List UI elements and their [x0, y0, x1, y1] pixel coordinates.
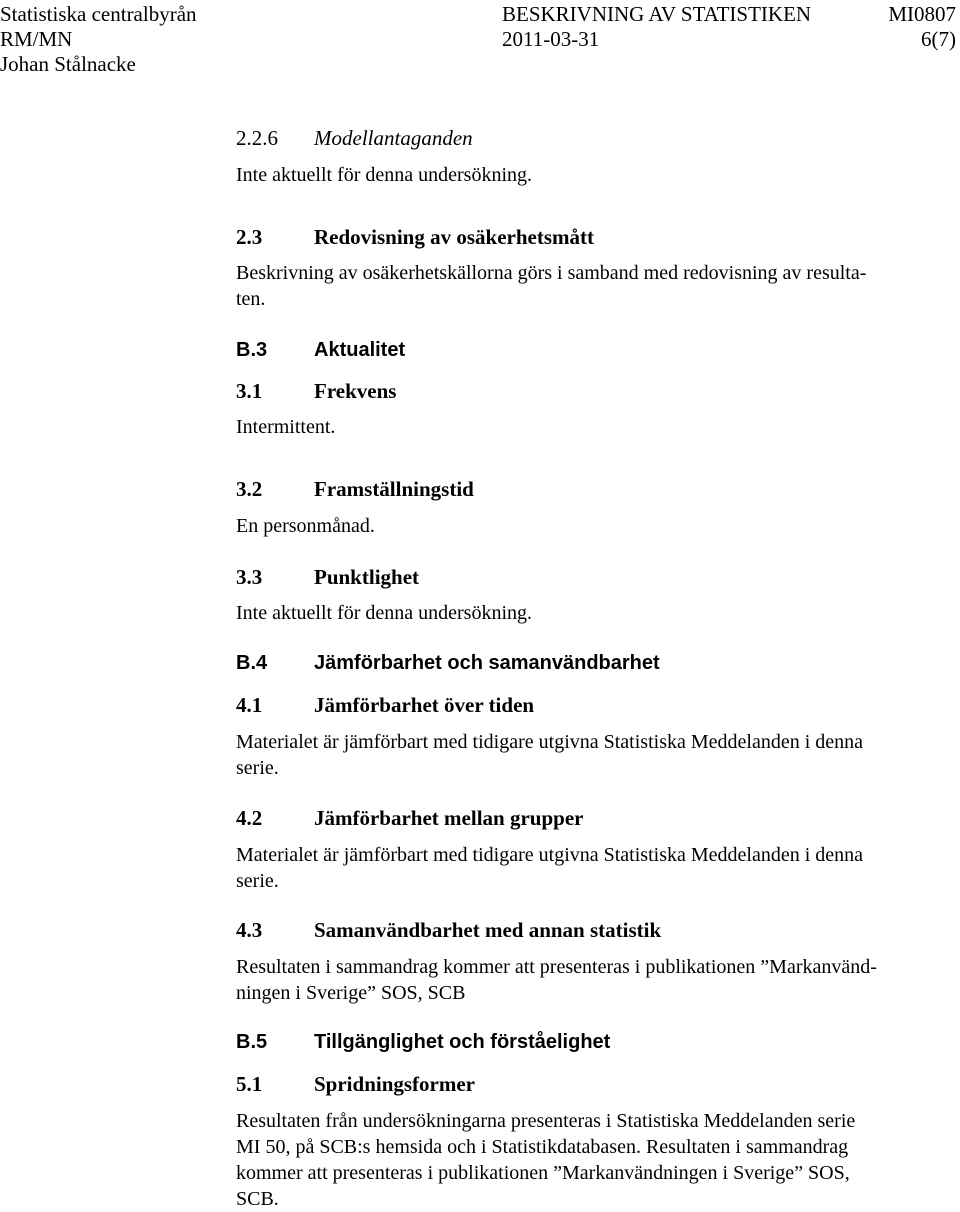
section-heading-2-2-6 [236, 125, 473, 151]
header-date: 2011-03-31 [502, 27, 600, 51]
section-title: Jämförbarhet över tiden [314, 693, 535, 717]
section-heading-3-1 [236, 378, 396, 404]
chapter-title: Tillgänglighet och förståelighet [314, 1031, 611, 1053]
section-number: 4.3 [236, 918, 263, 942]
text-line: Materialet är jämförbart med tidigare utgivna Statistiska Meddelanden i denna [236, 844, 864, 866]
section-number: 4.2 [236, 806, 263, 830]
section-heading-4-2 [236, 805, 583, 831]
section-text-3-2 [236, 513, 948, 539]
text-line: SCB. [236, 1188, 279, 1210]
chapter-number: B.5 [236, 1031, 268, 1053]
text-line: kommer att presenteras i publikationen ”Markanvändningen i Sverige” SOS, [236, 1162, 850, 1184]
text-line: Intermittent. [236, 416, 336, 438]
chapter-heading-b4 [236, 650, 660, 676]
header-page-number: 6(7) [921, 27, 956, 51]
section-title: Modellantaganden [314, 126, 473, 150]
section-number: 5.1 [236, 1072, 263, 1096]
chapter-heading-b5 [236, 1029, 610, 1055]
section-text-4-1 [236, 729, 948, 781]
section-title: Frekvens [314, 379, 397, 403]
text-line: En personmånad. [236, 515, 375, 537]
text-line: Resultaten från undersökningarna presenteras i Statistiska Meddelanden serie [236, 1110, 856, 1132]
chapter-number: B.3 [236, 339, 268, 361]
text-line: Beskrivning av osäkerhetskällorna görs i samband med redovisning av resulta- [236, 262, 867, 284]
header-author: Johan Stålnacke [0, 52, 136, 76]
text-line: ten. [236, 288, 266, 310]
text-line: serie. [236, 757, 279, 779]
text-line: Inte aktuellt för denna undersökning. [236, 602, 533, 624]
section-heading-3-2 [236, 476, 474, 502]
section-text-4-3 [236, 954, 948, 1006]
section-text-3-1 [236, 414, 948, 440]
chapter-title: Jämförbarhet och samanvändbarhet [314, 652, 660, 674]
section-title: Jämförbarhet mellan grupper [314, 806, 584, 830]
text-line: serie. [236, 870, 279, 892]
section-number: 3.2 [236, 477, 263, 501]
section-number: 2.2.6 [236, 126, 278, 150]
section-title: Framställningstid [314, 477, 474, 501]
section-text-4-2 [236, 842, 948, 894]
section-title: Spridningsformer [314, 1072, 476, 1096]
header-doc-type: BESKRIVNING AV STATISTIKEN [502, 2, 812, 26]
section-text-2-3 [236, 260, 948, 312]
header-doc-id: MI0807 [888, 2, 956, 26]
section-heading-4-3 [236, 917, 661, 943]
chapter-title: Aktualitet [314, 339, 406, 361]
text-line: Resultaten i sammandrag kommer att presenteras i publikationen ”Markanvänd- [236, 956, 877, 978]
text-line: Inte aktuellt för denna undersökning. [236, 164, 533, 186]
chapter-heading-b3 [236, 337, 405, 363]
section-number: 4.1 [236, 693, 263, 717]
section-title: Punktlighet [314, 565, 420, 589]
section-title: Samanvändbarhet med annan statistik [314, 918, 662, 942]
section-heading-2-3 [236, 224, 594, 250]
header-dept: RM/MN [0, 27, 73, 51]
section-number: 3.1 [236, 379, 263, 403]
section-heading-3-3 [236, 564, 419, 590]
text-line: MI 50, på SCB:s hemsida och i Statistikdatabasen. Resultaten i sammandrag [236, 1136, 849, 1158]
chapter-number: B.4 [236, 652, 268, 674]
header-org: Statistiska centralbyrån [0, 2, 197, 26]
section-number: 3.3 [236, 565, 263, 589]
section-number: 2.3 [236, 225, 263, 249]
section-heading-4-1 [236, 692, 534, 718]
section-heading-5-1 [236, 1071, 475, 1097]
section-text-3-3 [236, 600, 948, 626]
section-text-2-2-6 [236, 162, 948, 188]
section-text-5-1 [236, 1108, 948, 1212]
section-title: Redovisning av osäkerhetsmått [314, 225, 595, 249]
text-line: Materialet är jämförbart med tidigare utgivna Statistiska Meddelanden i denna [236, 731, 864, 753]
text-line: ningen i Sverige” SOS, SCB [236, 982, 466, 1004]
